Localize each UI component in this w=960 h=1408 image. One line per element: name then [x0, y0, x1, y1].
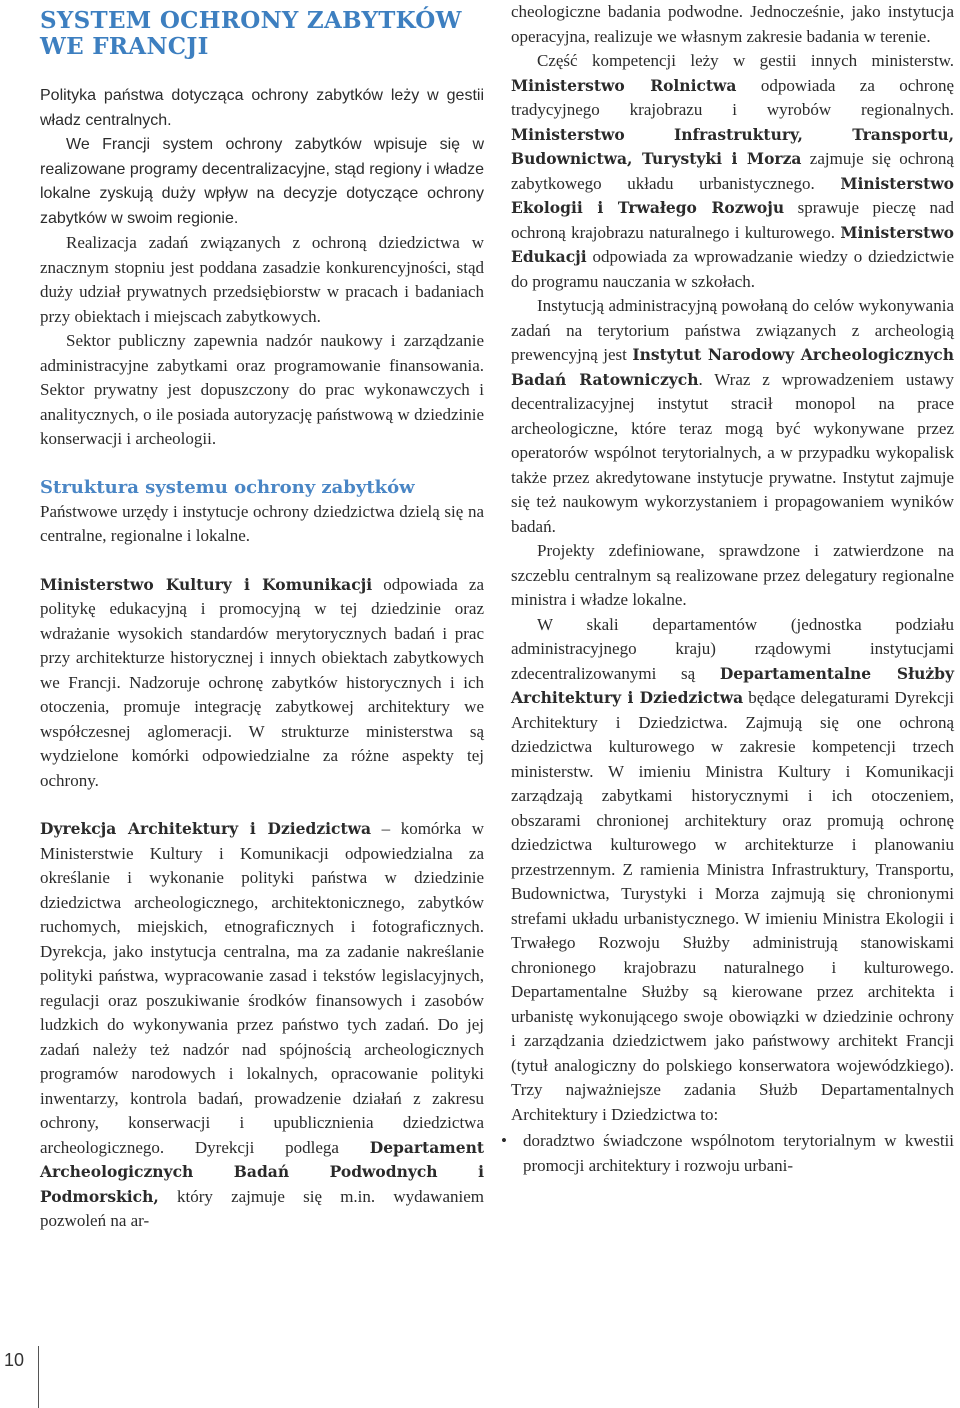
page-number: 10 [4, 1350, 25, 1370]
other-ministries-text-d: sprawuje pieczę nad ochroną krajobrazu naturalnego i kulturowego. [511, 198, 954, 242]
intro-paragraph-1: Polityka państwa dotycząca ochrony zabytków leży w gestii władz centralnych. [40, 87, 484, 129]
offices-paragraph: Państwowe urzędy i instytucje ochrony dziedzictwa dzielą się na centralne, regionalne i lokalne. [40, 501, 484, 545]
ministry-culture-paragraph [40, 573, 484, 794]
directorate-text: – komórka w Ministerstwie Kultury i Komunikacji odpowiedzialna za określanie i wykonanie polityki państwa w dziedzinie dziedzictwa archeologicznego, architektonicznego, zabytków ruchomych, miejskich, etnograficznych i fotograficznych. Dyrekcja, jako instytucja centralna, ma za zadanie nakreślanie polityki państwa, wypracowanie zasad i tekstów legislacyjnych, regulacji oraz poszukiwanie środków finansowych i zasobów ludzkich do wykonywania przez państwo tych zadań. Do jej zadań należy też nadzór nad spójnością archeologicznych programów narodowych i lokalnych, opracowanie polityki inwentarzy, kontrola badań, prowadzenie działań z zakresu ochrony, konserwacji i upublicznienia dziedzictwa archeologicznego. Dyrekcji podlega [40, 819, 484, 1157]
departmental-paragraph [511, 613, 954, 1128]
section-subheading: Struktura systemu ochrony zabytków [40, 476, 415, 498]
departmental-services-name: Departamentalne Służby Architektury i Dziedzictwa [511, 663, 954, 707]
departmental-text-a: W skali departamentów (jednostka podziału administracyjnego kraju) rządowymi instytucjami zdecentralizowanymi są [511, 614, 954, 683]
tasks-list [501, 1129, 954, 1178]
page-title [40, 8, 484, 60]
continuation-paragraph: cheologiczne badania podwodne. Jednocześnie, jako instytucja operacyjna, realizuje we własnym zakresie badania w terenie. [511, 2, 954, 46]
directorate-text-end: który zajmuje się m.in. wydawaniem pozwoleń na ar- [40, 1186, 484, 1230]
ministry-culture-text: odpowiada za politykę edukacyjną i promocyjną w tej dziedzinie oraz wdrażanie wysokich standardów merytorycznych badań i prac przy architekturze historycznej i innych obiektach zabytkowych we Francji. Nadzoruje ochronę zabytków historycznych i ich otoczenia, promuje integrację zabytkowej architektury we współczesnej aglomeracji. W strukturze ministerstwa są wydzielone komórki odpowiedzialne za różne aspekty tej ochrony. [40, 574, 484, 790]
left-column [40, 0, 484, 1234]
bullet-icon: • [501, 1131, 507, 1150]
ministry-infrastructure-name: Ministerstwo Infrastruktury, Transportu, Budownictwa, Turystyki i Morza [511, 124, 954, 168]
directorate-name: Dyrekcja Architektury i Dziedzictwa [40, 819, 372, 838]
public-sector-paragraph: Sektor publiczny zapewnia nadzór naukowy i zarządzanie administracyjne zabytkami oraz programowanie finansowania. Sektor prywatny jest dopuszczony do prac wykonawczych i analitycznych, o ile posiada autoryzację państwową w dziedzinie konserwacji i archeologii. [40, 331, 484, 448]
ministry-culture-name: Ministerstwo Kultury i Komunikacji [40, 574, 373, 594]
intro-paragraph-2: We Francji system ochrony zabytków wpisuje się w realizowane programy decentralizacyjne, stąd regiony i władze lokalne zyskują duży wpływ na decyzje dotyczące ochrony zabytków w swoim regionie. [40, 136, 484, 227]
institute-text-b: . Wraz z wprowadzeniem ustawy decentralizacyjnej instytut stracił monopol na prace archeologiczne, które teraz mogą być wykonywane przez operatorów wspólnot terytorialnych, a w przypadku wykopalisk także przez akredytowane instytucje prywatne. Instytut zajmuje się też naukowym wykorzystaniem i propagowaniem wyników badań. [511, 369, 954, 536]
institute-text-a: Instytucją administracyjną powołaną do celów wykonywania zadań na terytorium państwa związanych z archeologią prewencyjną jest [511, 296, 954, 364]
page-number-rule [38, 1346, 39, 1408]
other-ministries-text-e: odpowiada za wprowadzanie wiedzy o dziedzictwie do programu nauczania w szkołach. [511, 247, 954, 291]
list-item [501, 1129, 954, 1178]
directorate-paragraph [40, 817, 484, 1234]
ministry-ecology-name: Ministerstwo Ekologii i Trwałego Rozwoju [511, 173, 954, 217]
other-ministries-paragraph [511, 49, 954, 294]
right-column [501, 0, 955, 1178]
other-ministries-text-b: odpowiada za ochronę tradycyjnego krajobrazu i wyrobów regionalnych. [511, 75, 954, 119]
list-item-text: doradztwo świadczone wspólnotom terytorialnym w kwestii promocji architektury i rozwoju urbani- [523, 1131, 954, 1175]
ministry-education-name: Ministerstwo Edukacji [511, 222, 954, 266]
other-ministries-text-a: Część kompetencji leży w gestii innych ministerstw. [537, 51, 954, 70]
department-underwater-name: Departament Archeologicznych Badań Podwodnych i Podmorskich, [40, 1137, 484, 1206]
departmental-text-b: będące delegaturami Dyrekcji Architektury i Dziedzictwa. Zajmują się one ochroną dziedzictwa kulturowego w zakresie kompetencji trzech ministerstw. W imieniu Ministra Kultury i Komunikacji zarządzają zabytkami historycznymi i ich otoczeniem, obszarami chronionej architektury oraz promują ochronę dziedzictwa kulturowego w architekturze i planowaniu przestrzennym. Z ramienia Ministra Infrastruktury, Transportu, Budownictwa, Turystyki i Morza zajmują się chronionymi strefami układu urbanistycznego. W imieniu Ministra Ekologii i Trwałego Rozwoju Służby administrują stanowiskami chronionego krajobrazu naturalnego i kulturowego. Departamentalne Służby są kierowane przez architekta i urbanistę wykonującego swoje obowiązki w dziedzinie ochrony i zarządzania dziedzictwem jako państwowy architekt Francji (tytuł analogiczny do polskiego konserwatora wojewódzkiego). Trzy najważniejsze zadania Służb Departamentalnych Architektury i Dziedzictwa to: [511, 688, 954, 1124]
page-title-line-2: WE FRANCJI [40, 33, 209, 60]
projects-paragraph: Projekty zdefiniowane, sprawdzone i zatwierdzone na szczeblu centralnym są realizowane przez delegatury regionalne ministra i władze lokalne. [511, 541, 954, 609]
other-ministries-text-c: zajmuje się ochroną zabytkowego układu urbanistycznego. [511, 149, 954, 193]
competition-paragraph: Realizacja zadań związanych z ochroną dziedzictwa w znacznym stopniu jest poddana zasadzie konkurencyjności, stąd duży udział prywatnych przedsiębiorstw w pracach i badaniach przy obiektach i miejscach zabytkowych. [40, 233, 484, 326]
institute-paragraph [511, 294, 954, 539]
ministry-agriculture-name: Ministerstwo Rolnictwa [511, 75, 737, 95]
page-title-line-1: SYSTEM OCHRONY ZABYTKÓW [40, 7, 462, 34]
institute-name: Instytut Narodowy Archeologicznych Badań Ratowniczych [511, 345, 955, 389]
